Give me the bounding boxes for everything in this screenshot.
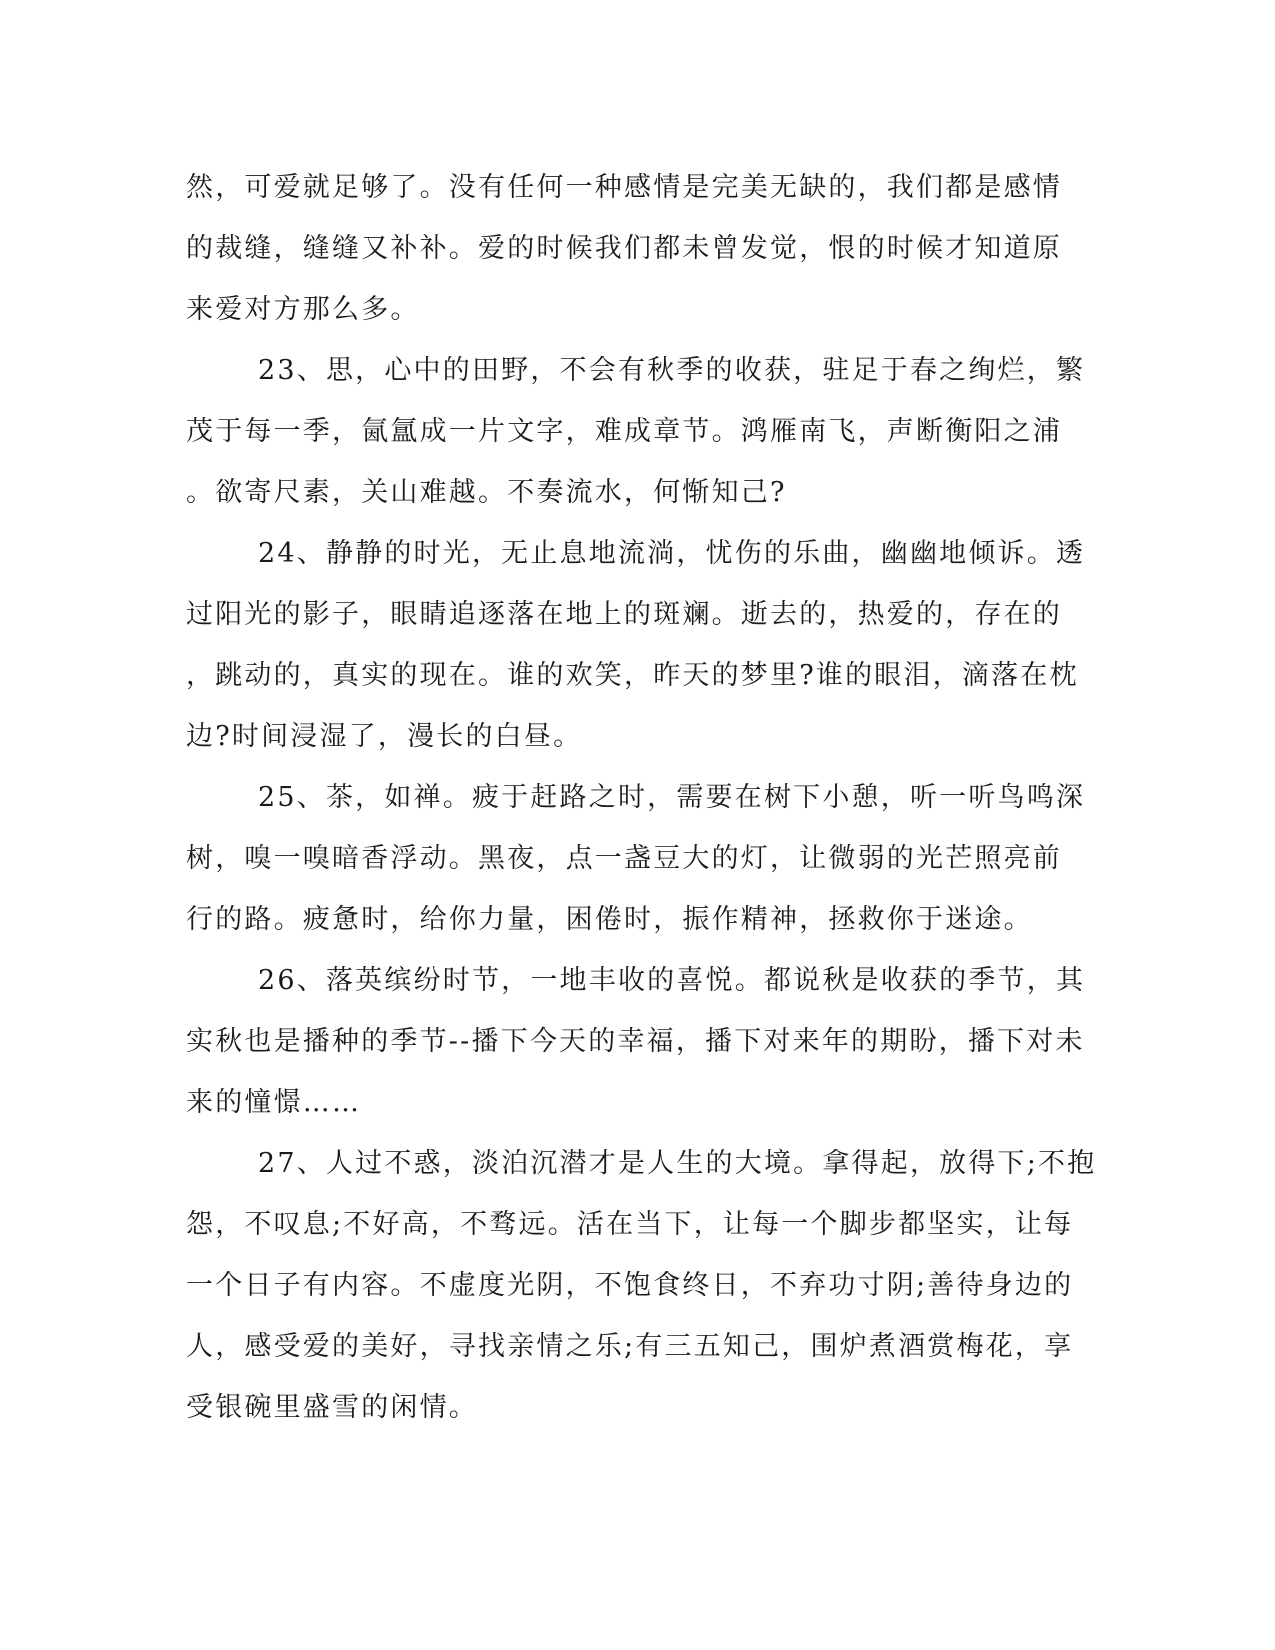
- paragraph-first-line: 26、落英缤纷时节，一地丰收的喜悦。都说秋是收获的季节，其: [258, 965, 1086, 996]
- text-line: 受银碗里盛雪的闲情。: [186, 1392, 478, 1423]
- text-line: 来的憧憬……: [186, 1087, 362, 1118]
- text-line: ，跳动的，真实的现在。谁的欢笑，昨天的梦里?谁的眼泪，滴落在枕: [186, 660, 1079, 691]
- paragraph-first-line: 27、人过不惑，淡泊沉潜才是人生的大境。拿得起，放得下;不抱: [258, 1148, 1097, 1179]
- paragraph-first-line: 23、思，心中的田野，不会有秋季的收获，驻足于春之绚烂，繁: [258, 355, 1086, 386]
- text-line: 然，可爱就足够了。没有任何一种感情是完美无缺的，我们都是感情: [186, 172, 1062, 203]
- document-body: [186, 157, 1097, 1438]
- text-line: 茂于每一季，氤氲成一片文字，难成章节。鸿雁南飞，声断衡阳之浦: [186, 416, 1062, 447]
- text-line: 过阳光的影子，眼睛追逐落在地上的斑斓。逝去的，热爱的，存在的: [186, 599, 1062, 630]
- text-line: 行的路。疲惫时，给你力量，困倦时，振作精神，拯救你于迷途。: [186, 904, 1033, 935]
- text-line: 一个日子有内容。不虚度光阴，不饱食终日，不弃功寸阴;善待身边的: [186, 1270, 1074, 1301]
- paragraph-first-line: 25、茶，如禅。疲于赶路之时，需要在树下小憩，听一听鸟鸣深: [258, 782, 1086, 813]
- paragraph-first-line: 24、静静的时光，无止息地流淌，忧伤的乐曲，幽幽地倾诉。透: [258, 538, 1086, 569]
- text-line: 的裁缝，缝缝又补补。爱的时候我们都未曾发觉，恨的时候才知道原: [186, 233, 1062, 264]
- text-line: 边?时间浸湿了，漫长的白昼。: [186, 721, 583, 752]
- text-line: 树，嗅一嗅暗香浮动。黑夜，点一盏豆大的灯，让微弱的光芒照亮前: [186, 843, 1062, 874]
- text-line: 人，感受爱的美好，寻找亲情之乐;有三五知己，围炉煮酒赏梅花，享: [186, 1331, 1074, 1362]
- text-line: 。欲寄尺素，关山难越。不奏流水，何惭知己?: [186, 477, 787, 508]
- text-line: 实秋也是播种的季节--播下今天的幸福，播下对来年的期盼，播下对未: [186, 1026, 1085, 1057]
- text-line: 来爱对方那么多。: [186, 294, 420, 325]
- text-line: 怨，不叹息;不好高，不骛远。活在当下，让每一个脚步都坚实，让每: [186, 1209, 1074, 1240]
